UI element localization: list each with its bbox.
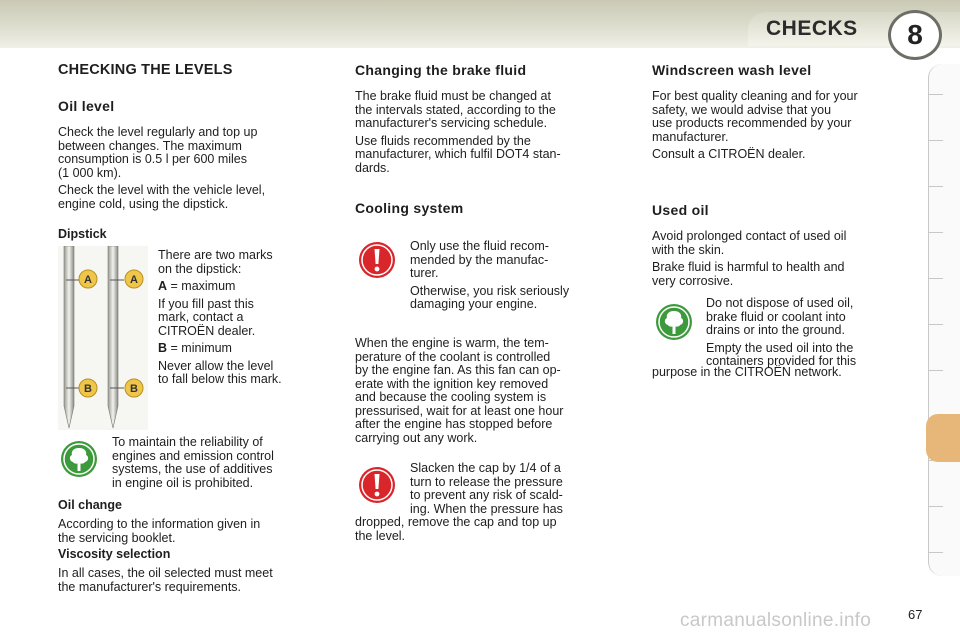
heading-viscosity: Viscosity selection <box>58 547 171 561</box>
side-tab-divider <box>929 552 943 553</box>
viscosity-text: In all cases, the oil selected must meet the manufacturer's requirements. <box>58 566 273 594</box>
heading-oil-change: Oil change <box>58 498 122 512</box>
disposal-note: Do not dispose of used oil, brake fluid or coolant into drains or into the ground. Empty the used oil into the containers provided for this <box>706 296 857 368</box>
oil-change-text: According to the information given in the servicing booklet. <box>58 517 261 545</box>
heading-windscreen-wash: Windscreen wash level <box>652 62 812 78</box>
chapter-title: CHECKS <box>766 17 858 40</box>
windscreen-wash-text: For best quality cleaning and for your safety, we would advise that you use products recommended by your manufacturer. Consult a CITROËN dealer. <box>652 89 858 161</box>
side-tab-divider <box>929 370 943 371</box>
heading-oil-level: Oil level <box>58 98 115 114</box>
svg-text:A: A <box>84 274 92 286</box>
chapter-number-badge: 8 <box>888 10 942 60</box>
mark-a-label <box>125 270 143 288</box>
additives-note: To maintain the reliability of engines and emission control systems, the use of additives in engine oil is prohibited. <box>112 435 274 490</box>
tree-environment-icon <box>655 303 693 341</box>
side-tab-divider <box>929 186 943 187</box>
brake-fluid-text: The brake fluid must be changed at the intervals stated, according to the manufacturer's servicing schedule. Use fluids recommended by the manufacturer, which fulfil DOT4 stan- dards. <box>355 89 561 175</box>
side-tab-divider <box>929 278 943 279</box>
cap-pressure-warning: Slacken the cap by 1/4 of a turn to release the pressure to prevent any risk of scald- ing. When the pressure has <box>410 461 563 516</box>
exclamation-warning-icon <box>358 466 396 504</box>
svg-text:B: B <box>130 383 138 395</box>
dipstick-description: There are two marks on the dipstick: A = maximum If you fill past this mark, contact a CITROËN dealer. B = minimum Never allow the level to fall below this mark. <box>158 248 282 386</box>
exclamation-warning-icon <box>358 241 396 279</box>
cooling-system-text: When the engine is warm, the tem- perature of the coolant is controlled by the engine fan. As this fan can op- erate with the ignition key removed and because the cooling system is pressurised, wait for at least one hour after the engine has stopped before carrying out any work. <box>355 336 564 445</box>
mark-a-label <box>79 270 97 288</box>
mark-b-label <box>79 379 97 397</box>
side-tab-divider <box>929 324 943 325</box>
side-tab-divider <box>929 94 943 95</box>
svg-text:B: B <box>84 383 92 395</box>
used-oil-text: Avoid prolonged contact of used oil with the skin. Brake fluid is harmful to health and very corrosive. <box>652 229 847 288</box>
disposal-note-continued: purpose in the CITROËN network. <box>652 365 842 379</box>
side-tab-active-chapter[interactable] <box>926 414 960 462</box>
watermark: carmanualsonline.info <box>680 610 872 631</box>
heading-used-oil: Used oil <box>652 202 709 218</box>
heading-dipstick: Dipstick <box>58 227 107 241</box>
side-tab-divider <box>929 140 943 141</box>
page-number: 67 <box>908 607 923 622</box>
tree-environment-icon <box>60 440 98 478</box>
mark-b-label <box>125 379 143 397</box>
heading-cooling-system: Cooling system <box>355 200 464 216</box>
cap-pressure-warning-continued: dropped, remove the cap and top up the level. <box>355 515 557 543</box>
chapter-side-tabs[interactable] <box>928 64 960 576</box>
coolant-fluid-warning: Only use the fluid recom- mended by the manufac- turer. Otherwise, you risk seriously damaging your engine. <box>410 239 570 311</box>
section-title-checking-levels: CHECKING THE LEVELS <box>58 62 233 78</box>
side-tab-divider <box>929 232 943 233</box>
side-tab-divider <box>929 506 943 507</box>
oil-level-paragraph: Check the level regularly and top up between changes. The maximum consumption is 0.5 l per 600 miles (1 000 km). Check the level with the vehicle level, engine cold, using the dipstick. <box>58 125 266 211</box>
heading-brake-fluid: Changing the brake fluid <box>355 62 527 78</box>
svg-text:A: A <box>130 274 138 286</box>
dipstick-image <box>58 246 148 430</box>
